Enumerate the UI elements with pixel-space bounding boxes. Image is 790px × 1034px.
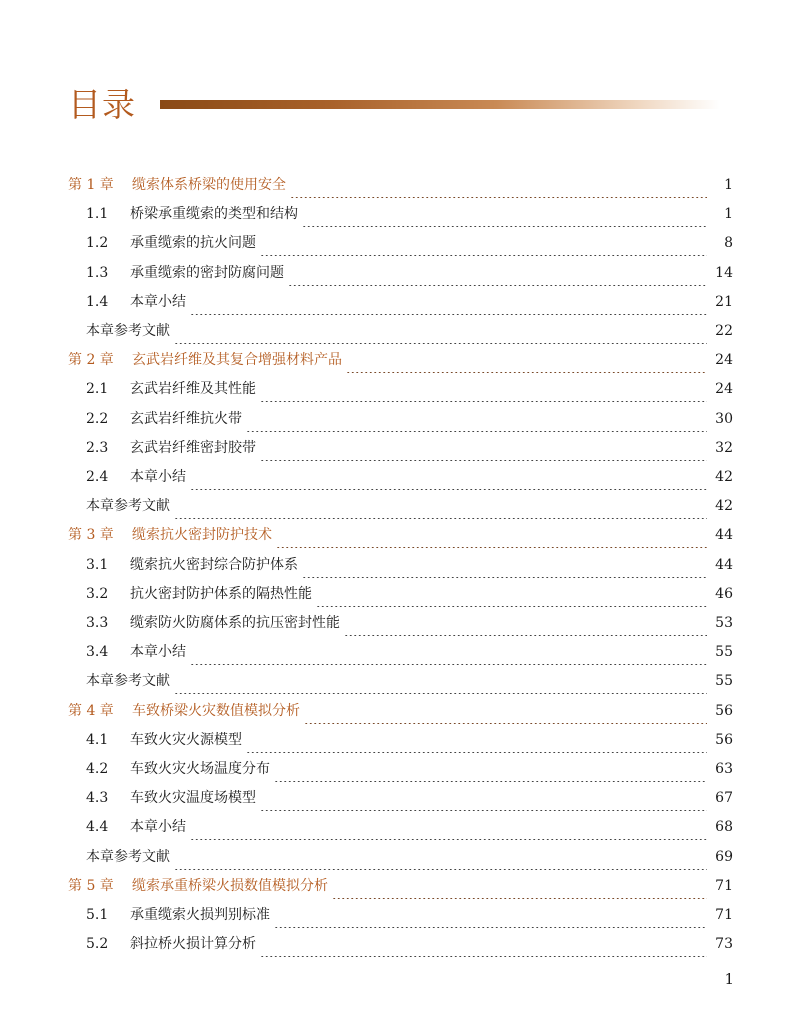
dot-leader xyxy=(174,493,707,519)
toc-entry-number: 4.4 xyxy=(86,819,109,835)
toc-entry-number: 4.3 xyxy=(86,790,109,806)
toc-entry-title: 玄武岩纤维及其性能 xyxy=(130,381,256,397)
dot-leader xyxy=(246,406,707,432)
toc-chapter-entry[interactable] xyxy=(68,522,733,548)
dot-leader xyxy=(190,814,707,840)
toc-entry-page: 32 xyxy=(715,440,733,456)
toc-entry-page: 44 xyxy=(715,557,733,573)
toc-entry-number: 第 3 章 xyxy=(68,527,114,543)
toc-entry-title: 玄武岩纤维及其复合增强材料产品 xyxy=(132,352,342,368)
toc-section-entry[interactable] xyxy=(86,464,733,490)
dot-leader xyxy=(174,844,707,870)
toc-entry-page: 67 xyxy=(715,790,733,806)
toc-entry-page: 68 xyxy=(715,819,733,835)
toc-entry-number: 3.2 xyxy=(86,586,109,602)
toc-references-entry[interactable] xyxy=(86,668,733,694)
toc-entry-number: 3.1 xyxy=(86,557,109,573)
toc-section-entry[interactable] xyxy=(86,201,733,227)
toc-entry-number: 4.2 xyxy=(86,761,109,777)
toc-entry-title: 玄武岩纤维密封胶带 xyxy=(130,440,256,456)
toc-section-entry[interactable] xyxy=(86,931,733,957)
toc-entry-number: 2.1 xyxy=(86,381,109,397)
toc-entry-title: 缆索防火防腐体系的抗压密封性能 xyxy=(130,615,340,631)
dot-leader xyxy=(246,727,707,753)
dot-leader xyxy=(274,902,707,928)
toc-entry-number: 第 1 章 xyxy=(68,177,114,193)
dot-leader xyxy=(346,347,707,373)
dot-leader xyxy=(274,756,707,782)
toc-entry-title: 本章小结 xyxy=(130,819,186,835)
toc-header xyxy=(68,82,768,128)
toc-entry-title: 缆索承重桥梁火损数值模拟分析 xyxy=(132,878,328,894)
dot-leader xyxy=(276,522,707,548)
toc-entry-number: 2.4 xyxy=(86,469,109,485)
toc-entry-number: 2.3 xyxy=(86,440,109,456)
dot-leader xyxy=(260,785,707,811)
toc-section-entry[interactable] xyxy=(86,902,733,928)
toc-entry-title: 斜拉桥火损计算分析 xyxy=(130,936,256,952)
toc-entry-title: 玄武岩纤维抗火带 xyxy=(130,411,242,427)
toc-chapter-entry[interactable] xyxy=(68,698,733,724)
toc-section-entry[interactable] xyxy=(86,260,733,286)
toc-section-entry[interactable] xyxy=(86,376,733,402)
toc-entry-page: 63 xyxy=(715,761,733,777)
toc-entry-number: 第 2 章 xyxy=(68,352,114,368)
toc-entry-page: 56 xyxy=(715,703,733,719)
toc-section-entry[interactable] xyxy=(86,552,733,578)
dot-leader xyxy=(304,698,707,724)
toc-entry-title: 本章小结 xyxy=(130,469,186,485)
toc-entry-title: 桥梁承重缆索的类型和结构 xyxy=(130,206,298,222)
dot-leader xyxy=(260,230,707,256)
toc-entry-page: 42 xyxy=(715,469,733,485)
toc-entry-number: 第 5 章 xyxy=(68,878,114,894)
toc-section-entry[interactable] xyxy=(86,639,733,665)
toc-references-entry[interactable] xyxy=(86,493,733,519)
toc-entry-number: 3.3 xyxy=(86,615,109,631)
toc-entry-title: 本章参考文献 xyxy=(86,673,170,689)
toc-references-entry[interactable] xyxy=(86,844,733,870)
toc-entry-title: 车致桥梁火灾数值模拟分析 xyxy=(132,703,300,719)
toc-entry-page: 21 xyxy=(715,294,733,310)
toc-entry-page: 24 xyxy=(715,381,733,397)
toc-entry-number: 4.1 xyxy=(86,732,109,748)
toc-chapter-entry[interactable] xyxy=(68,172,733,198)
toc-section-entry[interactable] xyxy=(86,727,733,753)
toc-references-entry[interactable] xyxy=(86,318,733,344)
toc-section-entry[interactable] xyxy=(86,814,733,840)
page-title: 目录 xyxy=(68,85,136,124)
toc-entry-page: 55 xyxy=(715,644,733,660)
toc-section-entry[interactable] xyxy=(86,230,733,256)
toc-entry-page: 46 xyxy=(715,586,733,602)
toc-entry-page: 56 xyxy=(715,732,733,748)
toc-section-entry[interactable] xyxy=(86,435,733,461)
toc-entry-page: 44 xyxy=(715,527,733,543)
dot-leader xyxy=(302,201,707,227)
toc-entry-title: 抗火密封防护体系的隔热性能 xyxy=(130,586,312,602)
toc-entry-page: 71 xyxy=(715,878,733,894)
dot-leader xyxy=(290,172,707,198)
toc-entry-page: 55 xyxy=(715,673,733,689)
toc-entry-page: 1 xyxy=(724,206,733,222)
dot-leader xyxy=(288,260,707,286)
toc-entry-page: 69 xyxy=(715,849,733,865)
toc-entry-page: 22 xyxy=(715,323,733,339)
dot-leader xyxy=(190,289,707,315)
toc-entry-page: 73 xyxy=(715,936,733,952)
dot-leader xyxy=(316,581,707,607)
toc-entry-title: 车致火灾火源模型 xyxy=(130,732,242,748)
toc-section-entry[interactable] xyxy=(86,610,733,636)
toc-entry-number: 1.4 xyxy=(86,294,109,310)
toc-section-entry[interactable] xyxy=(86,756,733,782)
dot-leader xyxy=(344,610,707,636)
dot-leader xyxy=(190,464,707,490)
toc-entry-number: 1.2 xyxy=(86,235,109,251)
dot-leader xyxy=(190,639,707,665)
title-decorative-bar xyxy=(160,100,720,109)
toc-entry-page: 1 xyxy=(724,177,733,193)
toc-entry-page: 14 xyxy=(715,265,733,281)
toc-section-entry[interactable] xyxy=(86,289,733,315)
dot-leader xyxy=(302,552,707,578)
toc-entry-title: 本章参考文献 xyxy=(86,323,170,339)
toc-entry-title: 承重缆索的密封防腐问题 xyxy=(130,265,284,281)
dot-leader xyxy=(260,376,707,402)
toc-entry-title: 承重缆索的抗火问题 xyxy=(130,235,256,251)
toc-entry-page: 8 xyxy=(724,235,733,251)
toc-section-entry[interactable] xyxy=(86,406,733,432)
dot-leader xyxy=(260,931,707,957)
toc-entry-number: 3.4 xyxy=(86,644,109,660)
toc-entry-number: 5.2 xyxy=(86,936,109,952)
toc-chapter-entry[interactable] xyxy=(68,873,733,899)
toc-entry-title: 本章参考文献 xyxy=(86,849,170,865)
toc-entry-title: 承重缆索火损判别标准 xyxy=(130,907,270,923)
toc-entry-page: 30 xyxy=(715,411,733,427)
toc-section-entry[interactable] xyxy=(86,785,733,811)
toc-entry-page: 24 xyxy=(715,352,733,368)
toc-entry-page: 53 xyxy=(715,615,733,631)
toc-entry-title: 车致火灾火场温度分布 xyxy=(130,761,270,777)
toc-entry-number: 第 4 章 xyxy=(68,703,114,719)
toc-chapter-entry[interactable] xyxy=(68,347,733,373)
toc-entry-number: 1.1 xyxy=(86,206,109,222)
toc-entry-title: 缆索抗火密封防护技术 xyxy=(132,527,272,543)
toc-entry-page: 42 xyxy=(715,498,733,514)
dot-leader xyxy=(174,318,707,344)
dot-leader xyxy=(174,668,707,694)
toc-entry-title: 缆索体系桥梁的使用安全 xyxy=(132,177,286,193)
dot-leader xyxy=(332,873,707,899)
dot-leader xyxy=(260,435,707,461)
toc-entry-number: 2.2 xyxy=(86,411,109,427)
toc-entry-page: 71 xyxy=(715,907,733,923)
footer-page-number: 1 xyxy=(724,970,734,988)
toc-section-entry[interactable] xyxy=(86,581,733,607)
toc-entry-number: 1.3 xyxy=(86,265,109,281)
toc-entry-title: 车致火灾温度场模型 xyxy=(130,790,256,806)
toc-entry-title: 本章小结 xyxy=(130,644,186,660)
toc-entry-title: 缆索抗火密封综合防护体系 xyxy=(130,557,298,573)
toc-entry-title: 本章参考文献 xyxy=(86,498,170,514)
toc-entry-number: 5.1 xyxy=(86,907,109,923)
toc-entry-title: 本章小结 xyxy=(130,294,186,310)
